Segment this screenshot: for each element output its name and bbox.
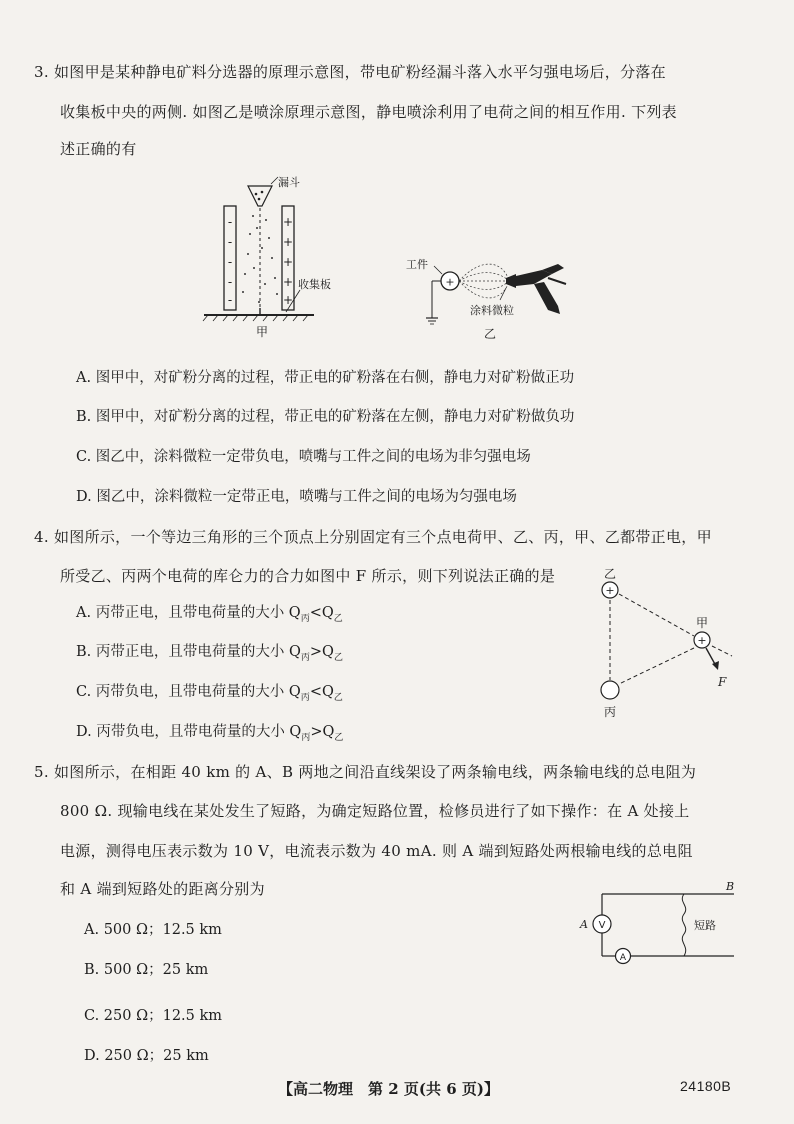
q3-stem-line-2: 收集板中央的两侧. 如图乙是喷涂原理示意图，静电喷涂利用了电荷之间的相互作用. 下列表 — [60, 103, 677, 121]
q4-figure-triangle — [590, 560, 740, 720]
q5-stem-line-3: 电源，测得电压表示数为 10 V，电流表示数为 40 mA. 则 A 端到短路处两根输电线的总电阻 — [60, 842, 693, 860]
plus-sign: + — [282, 275, 294, 289]
q3-stem-line-3: 述正确的有 — [60, 140, 137, 158]
figure-yi-caption: 乙 — [483, 327, 497, 341]
q5-option-a[interactable]: A. 500 Ω；12.5 km — [84, 922, 222, 938]
subscript: 乙 — [334, 732, 344, 743]
minus-sign: - — [227, 275, 233, 289]
q4-option-c[interactable] — [76, 680, 343, 703]
plus-sign: + — [282, 255, 294, 269]
force-label: F — [718, 675, 727, 689]
q4-option-a[interactable] — [76, 601, 343, 624]
option-text: D. 丙带负电，且带电荷量的大小 Q — [76, 724, 302, 740]
subscript: 丙 — [300, 652, 310, 663]
charge-jia-label: 甲 — [695, 616, 709, 630]
option-relation: >Q — [309, 644, 334, 660]
point-a-label: A — [580, 918, 588, 931]
minus-sign: - — [227, 215, 233, 229]
subscript: 丙 — [300, 692, 310, 703]
minus-sign: - — [227, 293, 233, 307]
q3-figure-yi — [402, 248, 582, 344]
point-b-label: B — [726, 880, 735, 893]
q3-figure-jia — [196, 172, 356, 344]
q5-stem-line-4: 和 A 端到短路处的距离分别为 — [60, 880, 265, 898]
plus-sign: + — [282, 235, 294, 249]
q3-option-b[interactable]: B. 图甲中，对矿粉分离的过程，带正电的矿粉落在左侧，静电力对矿粉做负功 — [76, 409, 575, 425]
paint-particles-label: 涂料微粒 — [470, 304, 514, 317]
q4-stem-line-1: 4. 如图所示，一个等边三角形的三个顶点上分别固定有三个点电荷甲、乙、丙，甲、乙都带正电，甲 — [34, 528, 712, 546]
q4-stem-line-2: 所受乙、丙两个电荷的库仑力的合力如图中 F 所示，则下列说法正确的是 — [60, 567, 556, 585]
q5-option-d[interactable]: D. 250 Ω；25 km — [84, 1048, 209, 1064]
ammeter-symbol: A — [619, 953, 627, 963]
option-text: C. 丙带负电，且带电荷量的大小 Q — [76, 684, 301, 700]
plus-sign: + — [282, 293, 294, 307]
q5-figure-circuit — [570, 876, 740, 966]
workpiece-label: 工件 — [406, 258, 428, 271]
workpiece-charge-sign: + — [445, 275, 455, 289]
funnel-label: 漏斗 — [278, 176, 300, 189]
minus-sign: - — [227, 255, 233, 269]
plus-sign: + — [282, 215, 294, 229]
option-text: A. 丙带正电，且带电荷量的大小 Q — [76, 605, 301, 621]
subscript: 丙 — [301, 732, 311, 743]
exam-code: 24180B — [680, 1078, 732, 1094]
q5-stem-line-1: 5. 如图所示，在相距 40 km 的 A、B 两地之间沿直线架设了两条输电线，两条输电线的总电阻为 — [34, 763, 697, 781]
page-number: 【高二物理 第 2 页(共 6 页)】 — [278, 1080, 499, 1098]
q5-option-c[interactable]: C. 250 Ω；12.5 km — [84, 1008, 223, 1024]
subscript: 乙 — [333, 692, 343, 703]
q3-option-c[interactable]: C. 图乙中，涂料微粒一定带负电，喷嘴与工件之间的电场为非匀强电场 — [76, 449, 531, 465]
plus-sign: + — [605, 584, 615, 597]
minus-sign: - — [227, 235, 233, 249]
q3-option-d[interactable]: D. 图乙中，涂料微粒一定带正电，喷嘴与工件之间的电场为匀强电场 — [76, 489, 517, 505]
plus-sign: + — [697, 634, 707, 647]
option-relation: >Q — [310, 724, 335, 740]
subscript: 乙 — [333, 613, 343, 624]
option-relation: <Q — [309, 684, 334, 700]
q3-option-a[interactable]: A. 图甲中，对矿粉分离的过程，带正电的矿粉落在右侧，静电力对矿粉做正功 — [76, 370, 575, 386]
voltmeter-symbol: V — [598, 920, 606, 931]
short-circuit-label: 短路 — [694, 919, 716, 932]
q5-option-b[interactable]: B. 500 Ω；25 km — [84, 962, 209, 978]
q4-option-b[interactable] — [76, 640, 343, 663]
subscript: 丙 — [300, 613, 310, 624]
figure-jia-caption: 甲 — [255, 325, 269, 339]
q4-option-d[interactable] — [76, 720, 343, 743]
subscript: 乙 — [333, 652, 343, 663]
option-relation: <Q — [309, 605, 334, 621]
page-footer — [0, 1078, 794, 1098]
charge-bing-label: 丙 — [603, 705, 617, 719]
q5-stem-line-2: 800 Ω. 现输电线在某处发生了短路，为确定短路位置，检修员进行了如下操作：在 A 处接上 — [60, 802, 690, 820]
option-text: B. 丙带正电，且带电荷量的大小 Q — [76, 644, 301, 660]
charge-yi-label: 乙 — [603, 567, 617, 581]
collector-plate-label: 收集板 — [298, 278, 331, 291]
q3-stem-line-1: 3. 如图甲是某种静电矿料分选器的原理示意图，带电矿粉经漏斗落入水平匀强电场后，分落在 — [34, 63, 666, 81]
